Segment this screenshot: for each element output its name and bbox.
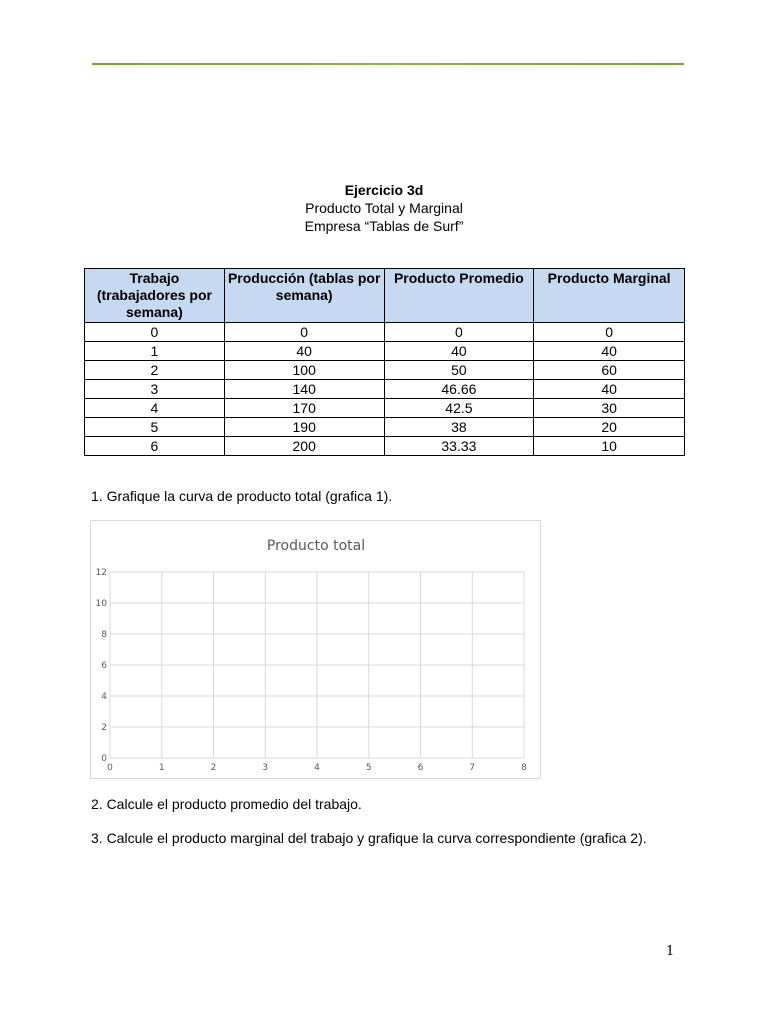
header-producto-promedio: Producto Promedio: [384, 269, 534, 323]
total-product-chart: [90, 520, 541, 779]
table-cell: 3: [85, 380, 225, 399]
header-trabajo: Trabajo (trabajadores por semana): [85, 269, 225, 323]
y-tick-label: 10: [95, 599, 107, 609]
table-row: [85, 380, 685, 399]
table-row: [85, 342, 685, 361]
x-tick-label: 1: [158, 763, 165, 773]
x-tick-label: 5: [365, 763, 372, 773]
table-cell: 2: [85, 361, 225, 380]
x-tick-label: 2: [210, 763, 217, 773]
table-cell: 0: [384, 323, 534, 342]
exercise-subtitle-1: Producto Total y Marginal: [305, 200, 463, 216]
x-tick-label: 4: [314, 763, 320, 773]
y-tick-label: 4: [101, 692, 107, 702]
table-header-row: [85, 269, 685, 323]
table-cell: 6: [85, 437, 225, 456]
table-cell: 40: [224, 342, 384, 361]
y-tick-label: 8: [101, 630, 107, 640]
header-produccion: Producción (tablas por semana): [224, 269, 384, 323]
exercise-heading: [0, 181, 768, 235]
chart-ticks: [96, 568, 528, 773]
x-tick-label: 0: [107, 763, 113, 773]
table-cell: 100: [224, 361, 384, 380]
table-cell: 60: [534, 361, 685, 380]
table-cell: 190: [224, 418, 384, 437]
table-row: [85, 437, 685, 456]
question-1: 1. Grafique la curva de producto total (grafica 1).: [91, 488, 393, 504]
table-cell: 0: [85, 323, 225, 342]
y-tick-label: 0: [101, 754, 107, 764]
table-cell: 0: [534, 323, 685, 342]
question-2: 2. Calcule el producto promedio del trabajo.: [91, 796, 362, 812]
x-tick-label: 7: [469, 763, 476, 773]
table-cell: 40: [534, 342, 685, 361]
table-cell: 140: [224, 380, 384, 399]
table-cell: 42.5: [384, 399, 534, 418]
x-tick-label: 6: [417, 763, 424, 773]
table-row: [85, 323, 685, 342]
table-cell: 40: [534, 380, 685, 399]
table-cell: 0: [224, 323, 384, 342]
chart-title: Producto total: [266, 538, 366, 554]
table-cell: 20: [534, 418, 685, 437]
production-table: [84, 268, 685, 456]
table-row: [85, 418, 685, 437]
table-cell: 38: [384, 418, 534, 437]
table-cell: 33.33: [384, 437, 534, 456]
chart-canvas: [91, 521, 542, 780]
table-cell: 4: [85, 399, 225, 418]
x-tick-label: 8: [521, 763, 527, 773]
table-cell: 1: [85, 342, 225, 361]
table-cell: 30: [534, 399, 685, 418]
table-cell: 5: [85, 418, 225, 437]
table-row: [85, 361, 685, 380]
exercise-title: Ejercicio 3d: [344, 182, 424, 198]
y-tick-label: 6: [101, 661, 107, 671]
header-producto-marginal: Producto Marginal: [534, 269, 685, 323]
table-row: [85, 399, 685, 418]
table-cell: 200: [224, 437, 384, 456]
page-number: 1: [666, 944, 675, 959]
table-cell: 10: [534, 437, 685, 456]
table-cell: 170: [224, 399, 384, 418]
top-divider-line: [92, 63, 684, 65]
chart-grid: [110, 572, 524, 758]
table-cell: 50: [384, 361, 534, 380]
exercise-subtitle-2: Empresa “Tablas de Surf”: [304, 218, 464, 234]
x-tick-label: 3: [262, 763, 269, 773]
table-cell: 40: [384, 342, 534, 361]
question-3: 3. Calcule el producto marginal del trabajo y grafique la curva correspondiente (grafica 2).: [91, 830, 647, 846]
table-cell: 46.66: [384, 380, 534, 399]
y-tick-label: 2: [101, 723, 107, 733]
y-tick-label: 12: [95, 568, 107, 578]
